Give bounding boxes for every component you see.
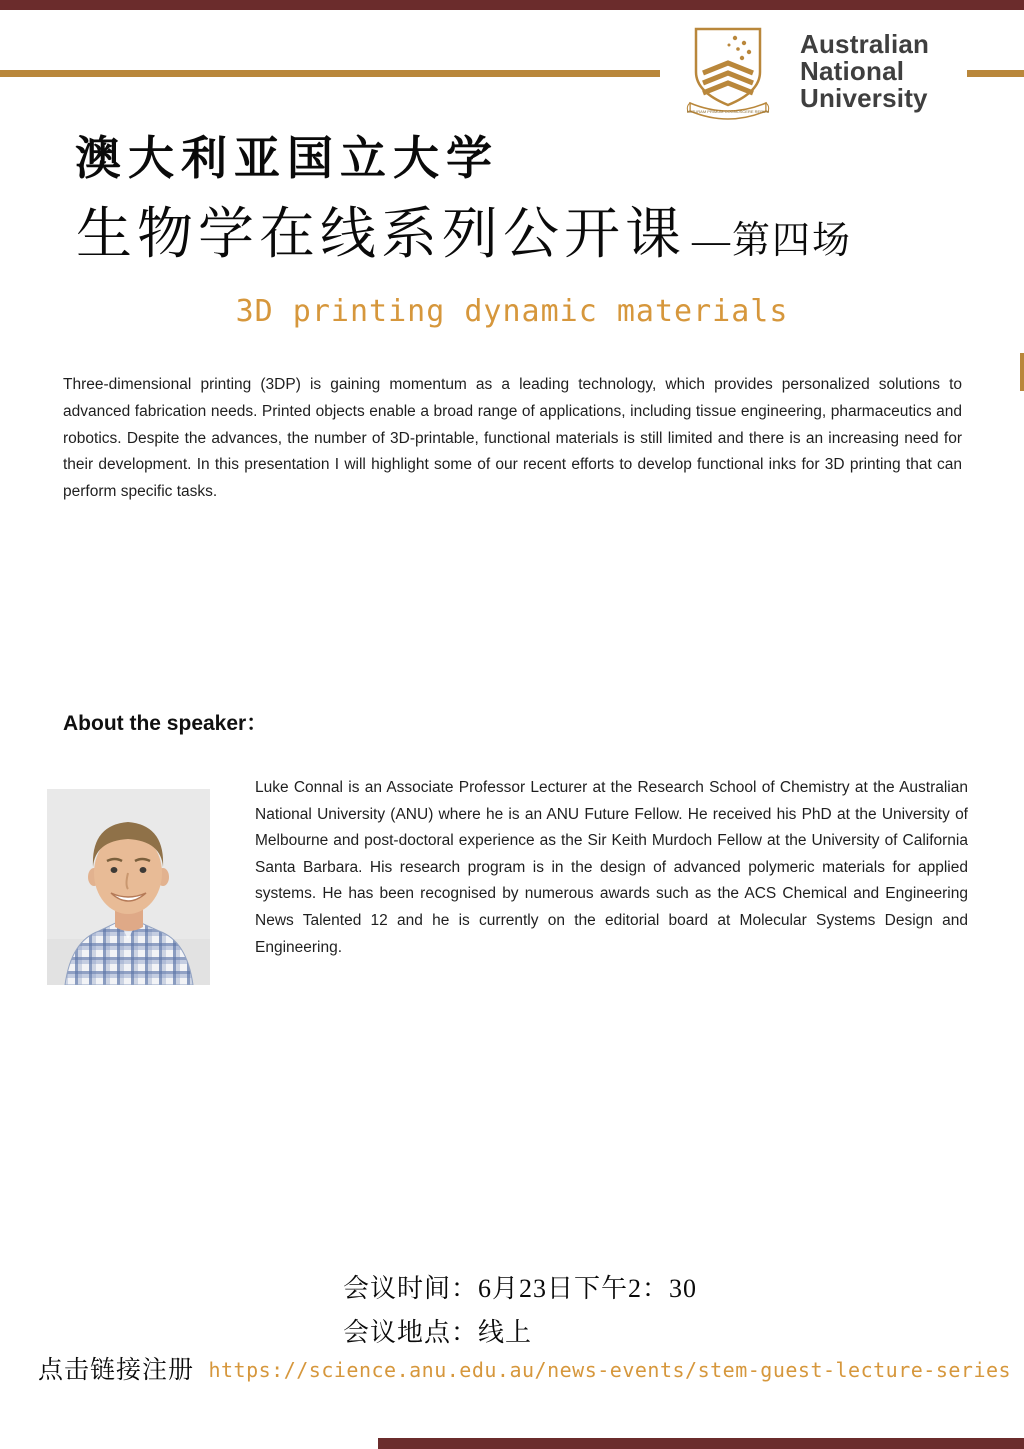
bottom-maroon-bar [378, 1438, 1024, 1449]
anu-logotype-line3: University [800, 83, 928, 113]
lecture-title: 3D printing dynamic materials [235, 294, 789, 329]
anu-logotype-line2: National [800, 56, 905, 86]
series-title-cn [76, 190, 852, 270]
anu-motto: NATURAM PRIMUM COGNOSCERE RERUM [686, 109, 770, 114]
top-maroon-bar [0, 0, 1024, 10]
university-name-cn: 澳大利亚国立大学 [75, 132, 499, 184]
gold-edge-mark [1020, 353, 1024, 391]
register-link[interactable]: https://science.anu.edu.au/news-events/stem-guest-lecture-series [208, 1358, 1012, 1382]
meeting-time: 会议时间：6月23日下午2：30 [343, 1274, 698, 1303]
speaker-bio-paragraph: Luke Connal is an Associate Professor Lecturer at the Research School of Chemistry at the Australian National University (ANU) where he is an ANU Future Fellow. He received his PhD at the University of Melbourne and post-doctoral experience as the Sir Keith Murdoch Fellow at the University of California Santa Barbara. His research program is in the design of advanced polymeric materials for applied systems. He has been recognised by numerous awards such as the ACS Chemical and Engineering News Talented 12 and he is currently on the editorial board at Molecular Systems Design and Engineering. [255, 779, 968, 956]
anu-crest-icon [683, 26, 773, 124]
register-row [38, 1350, 1012, 1386]
anu-logotype [800, 31, 929, 112]
abstract-paragraph: Three-dimensional printing (3DP) is gaining momentum as a leading technology, which provides personalized solutions to advanced fabrication needs. Printed objects enable a broad range of applications, including tissue engineering, pharmaceutics and robotics. Despite the advances, the number of 3D-printable, functional materials is still limited and there is an increasing need for their development. In this presentation I will highlight some of our recent efforts to develop functional inks for 3D printing that can perform specific tasks. [63, 376, 962, 501]
about-speaker-heading: About the speaker： [63, 712, 268, 735]
meeting-location: 会议地点：线上 [343, 1318, 533, 1347]
gold-rule-right [967, 70, 1024, 77]
anu-logotype-line1: Australian [800, 29, 930, 59]
gold-rule-left [0, 70, 660, 77]
speaker-photo [47, 789, 210, 985]
register-label: 点击链接注册 [38, 1357, 195, 1384]
series-session-number: —第四场 [692, 220, 853, 262]
series-title-main: 生物学在线系列公开课 [76, 204, 686, 266]
